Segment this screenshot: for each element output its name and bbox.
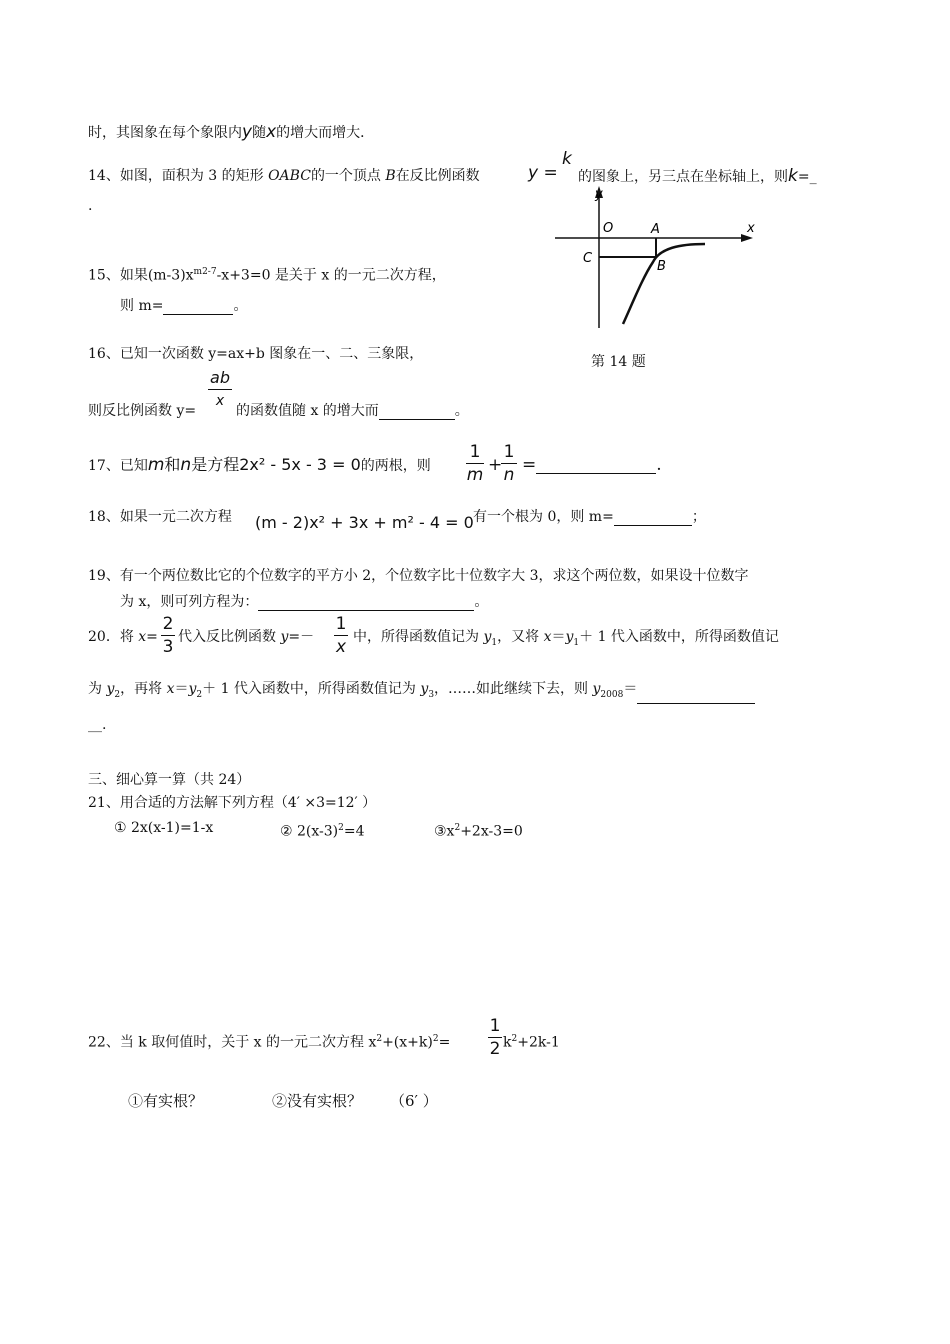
q18-equation-text: (m - 2)x² + 3x + m² - 4 = 0 (255, 513, 474, 532)
section-3-heading: 三、细心算一算（共 24） (88, 772, 251, 788)
q21b-sup: 2 (338, 823, 344, 833)
q22-sup3: 2 (511, 1034, 518, 1044)
q20-answer-blank[interactable] (637, 689, 755, 704)
q21c-sup: 2 (454, 823, 461, 833)
q18-text: 18、如果一元二次方程 (88, 509, 232, 525)
question-17 (88, 456, 431, 475)
q20b-sub2b: 2 (196, 689, 203, 700)
q14-text-mid2: 在反比例函数 (395, 168, 480, 184)
q19b-text: 为 x，则可列方程为： (120, 594, 259, 610)
q22-text-mid: +(x+k) (382, 1034, 433, 1051)
q20-y1b: y (565, 629, 574, 645)
q15-answer-blank[interactable] (163, 300, 233, 315)
q20-bar-2 (334, 635, 348, 636)
question-21: 21、用合适的方法解下列方程（4′ ×3=12′ ） (88, 795, 377, 811)
q17-num-2: 1 (503, 442, 515, 462)
q20-num-2: 1 (335, 614, 347, 634)
question-20 (88, 628, 158, 646)
q17-m: m (147, 455, 165, 475)
q17-is: 是方程 (191, 455, 240, 474)
q22-post (503, 1030, 560, 1052)
question-19: 19、有一个两位数比它的个位数字的平方小 2，个位数字比十位数字大 3，求这个两位数，如果设十位数字 (88, 568, 749, 584)
q20b-y: y (592, 681, 601, 697)
var-y: y (242, 122, 253, 142)
q17-num-1: 1 (469, 442, 481, 462)
q17-end: . (656, 455, 662, 475)
q20b-sub2: 2 (114, 689, 121, 700)
q15-text: 15、如果(m-3)x (88, 267, 194, 284)
q22-score: （6′ ） (390, 1092, 438, 1110)
q18-post (473, 508, 706, 526)
label-o: O (603, 221, 614, 236)
q20b-eq: ＝ (174, 681, 189, 697)
q18-answer-blank[interactable] (614, 511, 692, 526)
question-15b (120, 297, 247, 315)
q20b-y3: y (420, 681, 429, 697)
label-y: y (595, 187, 603, 202)
q20-continuation: __. (88, 717, 107, 733)
q20-eq2: =－ (288, 629, 315, 645)
q20-text-mid: 代入反比例函数 (178, 629, 281, 645)
q20-y1: y (483, 629, 492, 645)
q20-text-post3: ＋ 1 代入函数中，所得函数值记 (579, 629, 779, 645)
q14-function (528, 164, 558, 183)
question-15 (88, 263, 446, 285)
q20-sub1: 1 (491, 637, 498, 648)
question-16b (88, 402, 196, 420)
q17-fraction-2 (501, 442, 517, 485)
q13-text-mid: 随 (252, 125, 267, 141)
question-20b (88, 680, 755, 704)
q14-text-mid: 的一个顶点 (310, 168, 386, 184)
q20-fraction-2 (334, 614, 348, 657)
q17-answer (522, 456, 662, 474)
label-x: x (747, 221, 755, 236)
q15-text-post: -x+3=0 是关于 x 的一元二次方程， (216, 267, 446, 284)
q20b-text-mid: ，再将 (120, 681, 167, 697)
q17-fraction-1 (466, 442, 484, 485)
q17-n: n (180, 455, 192, 475)
q18-text-post: 有一个根为 0，则 m= (473, 509, 614, 525)
q17-bar-1 (466, 463, 484, 464)
q21-part-a: ① 2x(x-1)=1-x (114, 820, 214, 836)
q17-text-mid: 的两根，则 (360, 458, 431, 474)
label-a: A (651, 222, 660, 237)
q21c-text-post: +2x-3=0 (460, 823, 523, 840)
q16b-text-post: 的函数值随 x 的增大而 (236, 403, 379, 419)
q17-den-2: n (503, 465, 515, 485)
question-16: 16、已知一次函数 y=ax+b 图象在一、二、三象限， (88, 346, 424, 362)
question-14 (88, 167, 480, 185)
q13-text-end: 的增大而增大． (276, 125, 375, 141)
q15b-end: 。 (233, 298, 248, 314)
q14-text-post: 的图象上，另三点在坐标轴上，则 (578, 169, 788, 185)
q16-answer-blank[interactable] (379, 405, 455, 420)
q20-text-post2: ，又将 (497, 629, 544, 645)
q18-end: ； (691, 509, 706, 525)
q14-k-numerator (562, 150, 572, 169)
q14-text: 14、如图，面积为 3 的矩形 (88, 168, 269, 184)
q14-b: B (385, 168, 396, 184)
q20b-text-mid3: ，……如此继续下去，则 (434, 681, 593, 697)
q16-fraction (208, 368, 232, 411)
q20b-text: 为 (88, 681, 107, 697)
question-16c (236, 402, 469, 420)
q20b-eq2: ＝ (623, 681, 638, 697)
q20b-sub2008: 2008 (600, 689, 624, 700)
q14-dot (88, 197, 92, 215)
q17-den-1: m (466, 465, 484, 485)
q20-mid (178, 628, 314, 646)
q22-numerator: 1 (489, 1016, 501, 1036)
q20-text: 20．将 (88, 629, 139, 645)
question-18 (88, 508, 232, 526)
q21c-text: ③x (434, 823, 455, 840)
q15b-text: 则 m= (120, 298, 164, 314)
q14-k-num: k (562, 149, 572, 169)
question-19b (120, 593, 488, 611)
q20-y: y (280, 629, 289, 645)
q16-denominator: x (215, 393, 225, 409)
q20-text-post: 中，所得函数值记为 (353, 629, 484, 645)
q22-sup2: 2 (432, 1034, 439, 1044)
q15-exponent: m2-7 (193, 267, 217, 277)
q18-equation (255, 514, 474, 533)
q17-and: 和 (164, 455, 181, 474)
q22-fraction (488, 1016, 502, 1059)
q22-part-a: ①有实根？ (128, 1092, 204, 1110)
label-b: B (657, 259, 666, 274)
q17-equation: 2x² - 5x - 3 = 0 (239, 455, 361, 474)
q20-post (353, 628, 779, 652)
q22-eq: = (438, 1034, 451, 1051)
q20b-x: x (166, 681, 175, 697)
q14-dot-text: . (88, 198, 93, 214)
q21-part-b (280, 819, 365, 841)
q22-text-post: +2k-1 (517, 1034, 560, 1051)
q22-sup1: 2 (376, 1034, 383, 1044)
label-c: C (583, 251, 593, 266)
q19b-end: 。 (474, 594, 489, 610)
q20-eq: = (146, 629, 158, 645)
q20-den-1: 3 (162, 637, 174, 657)
q21b-text-post: =4 (343, 823, 365, 840)
q22-fraction-bar (488, 1037, 502, 1038)
q16b-text: 则反比例函数 y= (88, 403, 197, 419)
q22-denominator: 2 (489, 1039, 501, 1059)
q20-eq3: ＝ (551, 629, 566, 645)
q22-k: k (503, 1034, 512, 1051)
q20-x2: x (543, 629, 552, 645)
q16b-end: 。 (454, 403, 469, 419)
q20-sub1b: 1 (573, 637, 580, 648)
q20b-y2: y (106, 681, 115, 697)
q20-fraction-1 (161, 614, 175, 657)
q20b-text-mid2: ＋ 1 代入函数中，所得函数值记为 (202, 681, 421, 697)
question-22 (88, 1030, 450, 1052)
q22-part-b: ②没有实根？ (272, 1092, 363, 1110)
q14-eq-blank: =_ (797, 169, 817, 185)
q21b-text: ② 2(x-3) (280, 823, 339, 840)
figure-14 (555, 182, 765, 332)
q13-continuation (88, 123, 374, 142)
q20-x: x (138, 629, 147, 645)
q20-den-2: x (335, 637, 347, 657)
q13-text: 时，其图象在每个象限内 (88, 125, 242, 141)
q14-k: k (788, 166, 798, 186)
q20b-y2b: y (188, 681, 197, 697)
q17-answer-blank[interactable] (536, 457, 656, 474)
q19-answer-blank[interactable] (258, 596, 474, 611)
var-x: x (266, 122, 277, 142)
q20b-sub3: 3 (428, 689, 435, 700)
q20-num-1: 2 (162, 614, 174, 634)
q17-text: 17、已知 (88, 458, 148, 474)
q17-plus: + (488, 455, 503, 475)
q16-fraction-bar (208, 389, 232, 390)
q14-oabc: OABC (268, 168, 311, 184)
figure-caption: 第 14 题 (591, 354, 646, 370)
q22-text: 22、当 k 取何值时，关于 x 的一元二次方程 x (88, 1034, 377, 1051)
q17-bar-2 (501, 463, 517, 464)
q21-part-c (434, 819, 523, 841)
q14-y: y = (528, 163, 558, 183)
q17-equals: = (522, 455, 537, 475)
q16-numerator: ab (210, 368, 230, 387)
q20-bar-1 (161, 635, 175, 636)
